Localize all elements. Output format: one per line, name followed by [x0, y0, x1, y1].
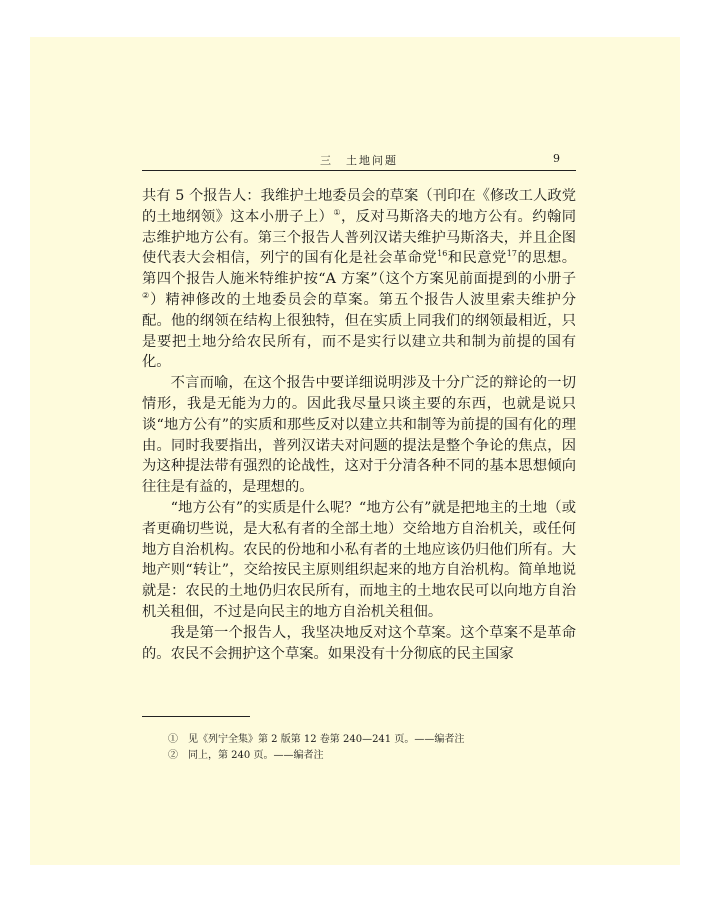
header-rule: [142, 170, 576, 171]
paragraph-text: 我是第一个报告人，我坚决地反对这个草案。这个草案不是革命的。农民不会拥护这个草案。如果没有十分彻底的民主国家: [142, 624, 576, 662]
paragraph-text: 和民意党: [447, 250, 507, 267]
paragraph-text: “地方公有”的实质是什么呢？“地方公有”就是把地主的土地（或者更确切些说，是大私有者的全部土地）交给地方自治机关，或任何地方自治机构。农民的份地和小私有者的土地应该仍归他们所有。大地产则“转让”，交给按民主原则组织起来的地方自治机构。简单地说就是：农民的土地仍归农民所有，而地主的土地农民可以向地方自治机关租佃，不过是向民主的地方自治机关租佃。: [142, 499, 576, 620]
body-text: [142, 186, 576, 664]
paragraph-1: [142, 186, 576, 373]
note-marker: ②: [142, 291, 151, 301]
footnote-2: ② 同上，第 240 页。——编者注: [168, 750, 324, 761]
paragraph-text: 共有 5 个报告人：我维护土地委员会的草案（刊印在《修改工人政党的土地纲领》这本小册子上）: [142, 188, 576, 225]
paragraph-text: 的思想。第四个报告人施米特维护按“A 方案”（这个方案见前面提到的小册子: [142, 250, 577, 288]
footnotes: [168, 732, 568, 764]
footnote-1: ① 见《列宁全集》第 2 版第 12 卷第 240—241 页。——编者注: [168, 734, 465, 745]
paragraph-2: [142, 373, 576, 498]
paragraph-text: 不言而喻，在这个报告中要详细说明涉及十分广泛的辩论的一切情形，我是无能为力的。因此我尽量只谈主要的东西，也就是说只谈“地方公有”的实质和那些反对以建立共和制等为前提的国有化的理由。同时我要指出，普列汉诺夫对问题的提法是整个争论的焦点，因为这种提法带有强烈的论战性，这对于分清各种不同的基本思想倾向往往是有益的，是理想的。: [142, 375, 576, 496]
running-header: [142, 152, 576, 170]
paragraph-text: ）精神修改的土地委员会的草案。第五个报告人波里索夫维护分配。他的纲领在结构上很独特，但在实质上同我们的纲领最相近，只是要把土地分给农民所有，而不是实行以建立共和制为前提的国有化。: [142, 291, 577, 371]
note-marker: ①: [333, 208, 341, 218]
paragraph-text: ，反对马斯洛夫的地方公有。约翰同志维护地方公有。第三个报告人普列汉诺夫维护马斯洛夫，并且企图使代表大会相信，列宁的国有化是社会革命党: [142, 208, 577, 267]
running-header-title: 三 土地问题: [320, 154, 398, 167]
paragraph-4: [142, 623, 576, 665]
page-number: 9: [553, 152, 560, 165]
footnote-rule: [142, 716, 250, 717]
note-marker: 16: [437, 249, 448, 259]
note-marker: 17: [506, 249, 517, 259]
paragraph-3: [142, 498, 576, 623]
